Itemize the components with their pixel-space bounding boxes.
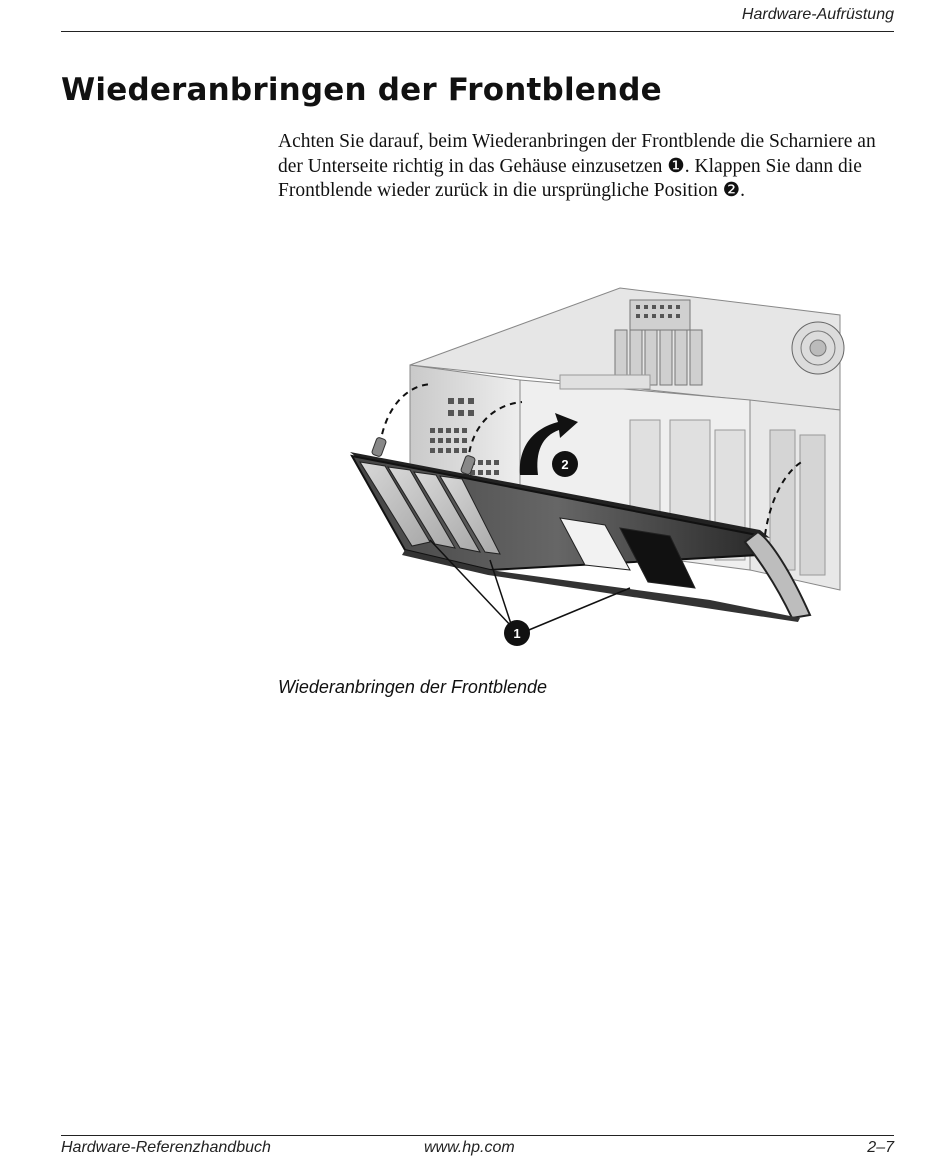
callout-2 — [552, 451, 578, 477]
figure-front-bezel-illustration — [330, 270, 860, 660]
page-title: Wiederanbringen der Frontblende — [61, 72, 662, 108]
footer-url: www.hp.com — [424, 1139, 515, 1156]
footer-rule — [61, 1135, 894, 1136]
footer-manual-title: Hardware-Referenzhandbuch — [61, 1139, 271, 1156]
figure-caption: Wiederanbringen der Frontblende — [278, 677, 548, 697]
header-rule — [61, 31, 894, 32]
chassis-illustration — [330, 270, 860, 660]
svg-text:2: 2 — [561, 457, 569, 472]
footer-page-number: 2–7 — [867, 1139, 894, 1156]
callout-1 — [504, 620, 530, 646]
running-header: Hardware-Aufrüstung — [741, 6, 894, 23]
page-footer — [61, 1139, 894, 1161]
body-paragraph: Achten Sie darauf, beim Wiederanbringen der Frontblende die Scharniere an der Unterseite richtig in das Gehäuse einzusetzen ❶. Klappen Sie dann die Frontblende wieder zurück in die ursprüngliche Position ❷. — [278, 131, 876, 201]
svg-text:1: 1 — [513, 626, 521, 641]
